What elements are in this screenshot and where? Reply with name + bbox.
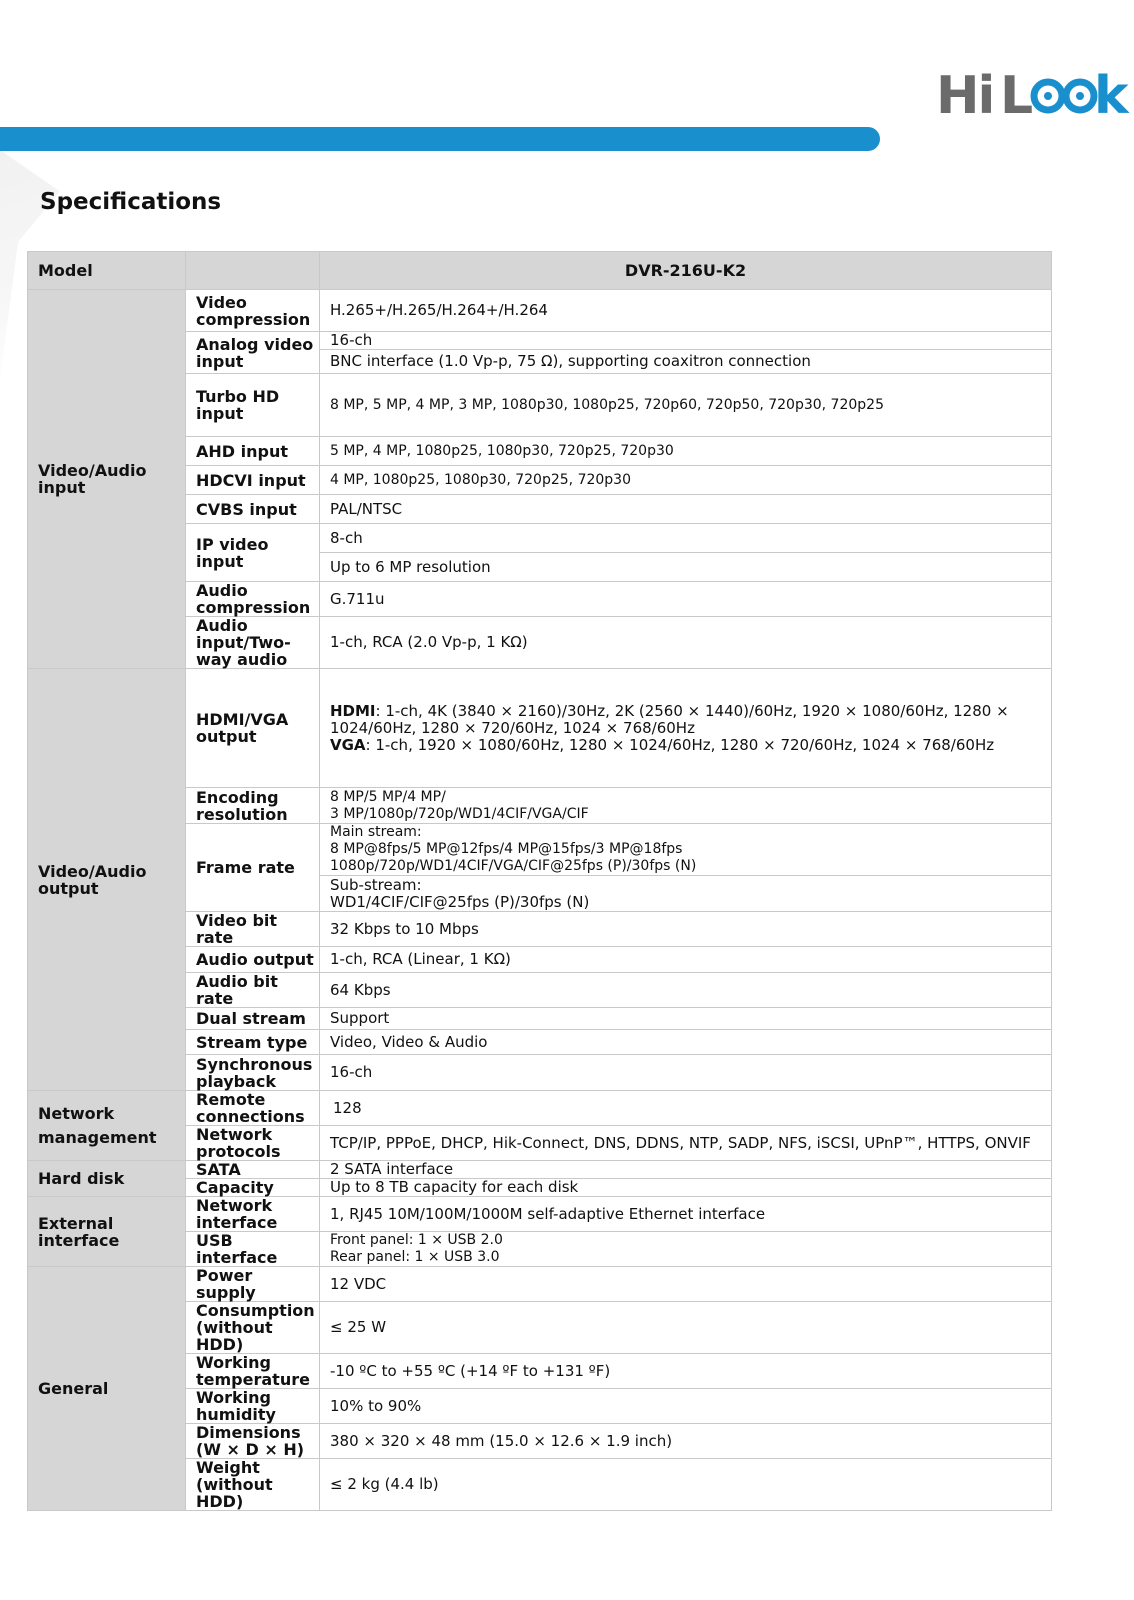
encoding-line-2: 3 MP/1080p/720p/WD1/4CIF/VGA/CIF [330, 805, 589, 822]
main-stream-line-2: 1080p/720p/WD1/4CIF/VGA/CIF@25fps (P)/30fps (N) [330, 858, 697, 874]
spec-value: 10% to 90% [320, 1389, 1052, 1424]
usb-line-1: Front panel: 1 × USB 2.0 [330, 1232, 503, 1248]
spec-value: 16-ch [320, 332, 1052, 350]
spec-label: Power supply [186, 1267, 320, 1302]
main-stream-title: Main stream: [330, 824, 422, 840]
spec-label: Weight (without HDD) [186, 1459, 320, 1511]
table-row [28, 1161, 1052, 1179]
category-general: General [28, 1267, 186, 1511]
spec-label: Dimensions (W × D × H) [186, 1424, 320, 1459]
main-stream-line-1: 8 MP@8fps/5 MP@12fps/4 MP@15fps/3 MP@18fps [330, 841, 683, 857]
spec-value: 128 [320, 1091, 1052, 1126]
spec-label: Capacity [186, 1179, 320, 1197]
spec-label: Synchronous playback [186, 1055, 320, 1091]
table-row [28, 669, 1052, 788]
spec-label: Audio input/Two-way audio [186, 617, 320, 669]
header-accent-bar [0, 127, 880, 151]
spec-value: PAL/NTSC [320, 495, 1052, 524]
spec-label: HDCVI input [186, 466, 320, 495]
spec-value: Up to 8 TB capacity for each disk [320, 1179, 1052, 1197]
spec-label: HDMI/VGA output [186, 669, 320, 788]
spec-label: Working humidity [186, 1389, 320, 1424]
model-label: Model [28, 252, 186, 290]
spec-value: Support [320, 1008, 1052, 1030]
category-external-interface: External interface [28, 1197, 186, 1267]
hilook-logo [936, 63, 1129, 126]
svg-text:L: L [1000, 66, 1034, 126]
spec-value-main-stream [320, 824, 1052, 876]
hdmi-key: HDMI [330, 701, 376, 720]
spec-label: AHD input [186, 437, 320, 466]
spec-value: 12 VDC [320, 1267, 1052, 1302]
spec-value: -10 ºC to +55 ºC (+14 ºF to +131 ºF) [320, 1354, 1052, 1389]
model-value: DVR-216U-K2 [320, 252, 1052, 290]
spec-label: Audio compression [186, 582, 320, 617]
vga-value: : 1-ch, 1920 × 1080/60Hz, 1280 × 1024/60Hz, 1280 × 720/60Hz, 1024 × 768/60Hz [365, 735, 995, 754]
category-network-management: Network management [28, 1091, 186, 1161]
spec-value-sub-stream [320, 876, 1052, 912]
category-hard-disk: Hard disk [28, 1161, 186, 1197]
spec-value: H.265+/H.265/H.264+/H.264 [320, 290, 1052, 332]
svg-text:k: k [1094, 66, 1129, 126]
sub-stream-title: Sub-stream: [330, 875, 422, 894]
spec-value: 1-ch, RCA (2.0 Vp-p, 1 KΩ) [320, 617, 1052, 669]
spec-label: Working temperature [186, 1354, 320, 1389]
spec-value: TCP/IP, PPPoE, DHCP, Hik-Connect, DNS, DDNS, NTP, SADP, NFS, iSCSI, UPnP™, HTTPS, ONVIF [320, 1126, 1052, 1161]
spec-label: Encoding resolution [186, 788, 320, 824]
spec-value: 5 MP, 4 MP, 1080p25, 1080p30, 720p25, 720p30 [320, 437, 1052, 466]
spec-value: 64 Kbps [320, 973, 1052, 1008]
spec-label: Remote connections [186, 1091, 320, 1126]
spec-value: 8-ch [320, 524, 1052, 553]
sub-stream-line-1: WD1/4CIF/CIF@25fps (P)/30fps (N) [330, 892, 590, 911]
spec-value-hdmi-vga [320, 669, 1052, 788]
spec-value: 8 MP, 5 MP, 4 MP, 3 MP, 1080p30, 1080p25, 720p60, 720p50, 720p30, 720p25 [320, 374, 1052, 437]
spec-value: BNC interface (1.0 Vp-p, 75 Ω), supporting coaxitron connection [320, 350, 1052, 374]
vga-key: VGA [330, 735, 366, 754]
spec-value: ≤ 25 W [320, 1302, 1052, 1354]
spec-value: ≤ 2 kg (4.4 lb) [320, 1459, 1052, 1511]
spec-label: Video bit rate [186, 912, 320, 947]
category-video-audio-input: Video/Audio input [28, 290, 186, 669]
spec-label: Network protocols [186, 1126, 320, 1161]
spec-label: Dual stream [186, 1008, 320, 1030]
spec-value: Video, Video & Audio [320, 1030, 1052, 1055]
spec-value: Up to 6 MP resolution [320, 553, 1052, 582]
hdmi-value: : 1-ch, 4K (3840 × 2160)/30Hz, 2K (2560 × 1440)/60Hz, 1920 × 1080/60Hz, 1280 × 1024/60Hz, 1280 × 720/60Hz, 1024 × 768/60Hz [330, 701, 1009, 737]
encoding-line-1: 8 MP/5 MP/4 MP/ [330, 788, 446, 805]
header-empty-cell [186, 252, 320, 290]
spec-label: Frame rate [186, 824, 320, 912]
spec-value: 1, RJ45 10M/100M/1000M self-adaptive Ethernet interface [320, 1197, 1052, 1232]
spec-value: 32 Kbps to 10 Mbps [320, 912, 1052, 947]
spec-value: 2 SATA interface [320, 1161, 1052, 1179]
spec-value [320, 788, 1052, 824]
spec-value: 380 × 320 × 48 mm (15.0 × 12.6 × 1.9 inch) [320, 1424, 1052, 1459]
spec-value: 16-ch [320, 1055, 1052, 1091]
spec-label: Audio output [186, 947, 320, 973]
spec-label: Audio bit rate [186, 973, 320, 1008]
table-row [28, 290, 1052, 332]
spec-value: 1-ch, RCA (Linear, 1 KΩ) [320, 947, 1052, 973]
page-title: Specifications [40, 189, 222, 215]
table-row [28, 1267, 1052, 1302]
spec-label: Analog video input [186, 332, 320, 374]
spec-label: SATA [186, 1161, 320, 1179]
specifications-table [27, 251, 1052, 1511]
table-row [28, 1091, 1052, 1126]
spec-value: 4 MP, 1080p25, 1080p30, 720p25, 720p30 [320, 466, 1052, 495]
spec-value [320, 1232, 1052, 1267]
spec-label: Turbo HD input [186, 374, 320, 437]
svg-text:Hi: Hi [936, 66, 994, 126]
category-video-audio-output: Video/Audio output [28, 669, 186, 1091]
table-header-row [28, 252, 1052, 290]
spec-label: CVBS input [186, 495, 320, 524]
spec-label: Video compression [186, 290, 320, 332]
usb-line-2: Rear panel: 1 × USB 3.0 [330, 1249, 500, 1265]
spec-value: G.711u [320, 582, 1052, 617]
spec-label: Stream type [186, 1030, 320, 1055]
spec-label: IP video input [186, 524, 320, 582]
spec-label: USB interface [186, 1232, 320, 1267]
spec-label: Consumption (without HDD) [186, 1302, 320, 1354]
table-row [28, 1197, 1052, 1232]
spec-label: Network interface [186, 1197, 320, 1232]
